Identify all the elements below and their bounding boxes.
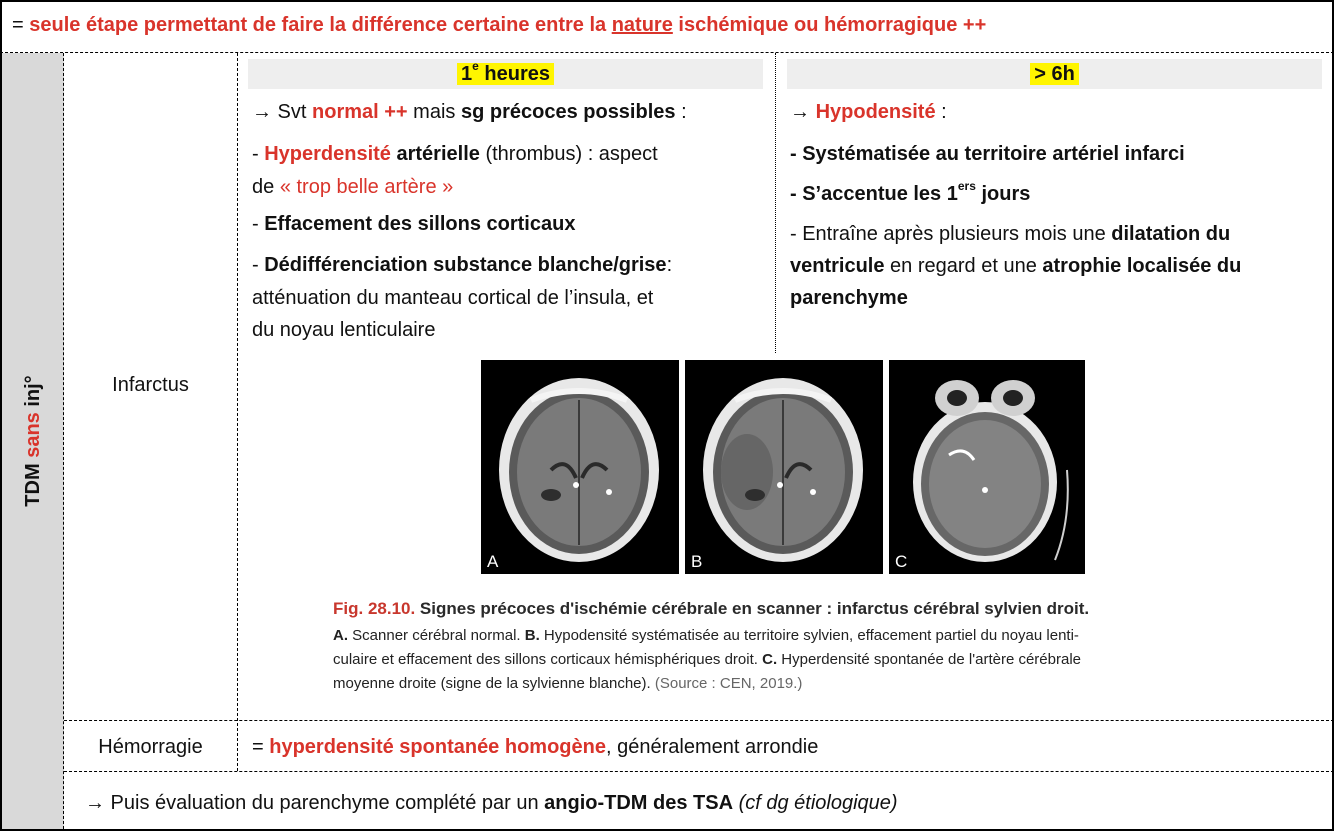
right-line-1 [790,99,947,125]
arrow-text: → [790,101,816,123]
row-divider-2 [64,771,1334,772]
left-line-1 [252,99,687,125]
right-line-3 [790,181,1030,207]
header-first-hours-b: heures [478,63,550,85]
jours-text: jours [975,183,1031,205]
header-after-6h [787,59,1322,89]
left-line-3 [252,174,453,200]
arrondie-text: , généralement arrondie [605,736,819,758]
label-column-divider [237,53,238,771]
ventricule-text: ventricule [790,255,885,277]
top-divider [0,52,1334,53]
left-line-2 [252,141,658,167]
hemorragie-description [252,734,818,760]
header-first-hours-sup: e [472,59,479,74]
side-label-part1: TDM [22,457,44,507]
caption-b-text: Hypodensité systématisée au territoire sylvien, effacement partiel du noyau lenti- [539,627,1079,644]
caption-source: (Source : CEN, 2019.) [654,675,803,692]
brain-ct-image-a [481,360,679,574]
angio-tdm-text: angio-TDM des TSA [544,792,734,814]
header-first-hours-a: 1 [461,63,473,85]
caption-a-label: A. [333,627,348,644]
dedifferenciation-text: Dédifférenciation substance blanche/grise [264,254,667,276]
top-statement [12,12,1322,38]
effacement-text: Effacement des sillons corticaux [264,213,576,235]
ct-scan-panel-a [481,360,679,574]
right-line-5 [790,253,1241,279]
mais-text: mais [407,101,461,123]
panel-label-c: C [895,552,908,571]
caption-b-label: B. [524,627,540,644]
dash-text: - [252,143,265,165]
arrow-text: → Svt [252,101,313,123]
entraine-text: - Entraîne après plusieurs mois une [790,223,1112,245]
thrombus-text: (thrombus) : aspect [479,143,658,165]
caption-c-text-cont: moyenne droite (signe de la sylvienne blanche). [333,675,655,692]
ct-scan-panel-b [685,360,883,574]
brain-ct-image-b [685,360,883,574]
side-label-part2: sans [22,412,44,458]
atrophie-text: atrophie localisée du [1042,255,1242,277]
left-line-6: atténuation du manteau cortical de l’insula, et [252,287,654,309]
bottom-note [85,790,898,816]
figure-caption-line-1 [333,626,1079,646]
left-line-5 [252,252,672,278]
caption-c-label: C. [762,651,778,668]
equals-text: = [252,736,270,758]
figure-title-text: Signes précoces d'ischémie cérébrale en scanner : infarctus cérébral sylvien droit. [415,599,1090,618]
ers-sup: ers [957,179,976,194]
left-line-7: du noyau lenticulaire [252,319,436,341]
de-text: de [252,176,280,198]
top-text-underlined: nature [611,14,673,36]
top-text-a: seule étape permettant de faire la différence certaine entre la [29,14,612,36]
side-label [21,375,45,506]
bottom-arrow-text: → Puis évaluation du parenchyme complété par un [85,792,545,814]
en-regard-text: en regard et une [884,255,1043,277]
early-signs-text: sg précoces possibles [460,101,676,123]
ct-scan-panel-c [889,360,1085,574]
row-label-hemorragie: Hémorragie [98,736,203,758]
header-after-6h-text: > 6h [1030,63,1079,85]
panel-label-a: A [487,552,499,571]
dilatation-text: dilatation du [1111,223,1231,245]
right-line-6: parenchyme [790,287,908,309]
colon-text: : [935,101,947,123]
hyperdensity-text: Hyperdensité [264,143,391,165]
left-line-4 [252,211,575,237]
right-line-4 [790,221,1230,247]
cf-dg-text: (cf dg étiologique) [733,792,898,814]
dash-text: - [252,254,265,276]
caption-b-text-cont: culaire et effacement des sillons corticaux hémisphériques droit. [333,651,763,668]
header-first-hours [248,59,763,89]
trop-belle-artere-text: « trop belle artère » [279,176,454,198]
accentue-text: - S’accentue les 1 [790,183,958,205]
hyperdensite-homogene-text: hyperdensité spontanée homogène [269,736,606,758]
hypodensity-text: Hypodensité [815,101,936,123]
row-label-infarctus: Infarctus [112,374,189,396]
normal-text: normal ++ [312,101,408,123]
colon-text: : [666,254,673,276]
side-label-part3: inj° [22,375,44,413]
figure-caption-line-3 [333,674,802,694]
figure-number: Fig. 28.10. [333,599,416,618]
dash-text: - [252,213,265,235]
arterial-text: artérielle [390,143,480,165]
figure-caption-line-2 [333,650,1081,670]
top-prefix: = [12,14,30,36]
panel-label-b: B [691,552,703,571]
figure-title [333,598,1089,620]
infarct-columns-divider [775,53,776,353]
row-divider-1 [64,720,1334,721]
right-line-2: - Systématisée au territoire artériel infarci [790,143,1185,165]
colon-text: : [675,101,687,123]
brain-ct-image-c [889,360,1085,574]
caption-a-text: Scanner cérébral normal. [348,627,525,644]
caption-c-text: Hyperdensité spontanée de l'artère cérébrale [777,651,1081,668]
top-text-b: ischémique ou hémorragique ++ [672,14,987,36]
